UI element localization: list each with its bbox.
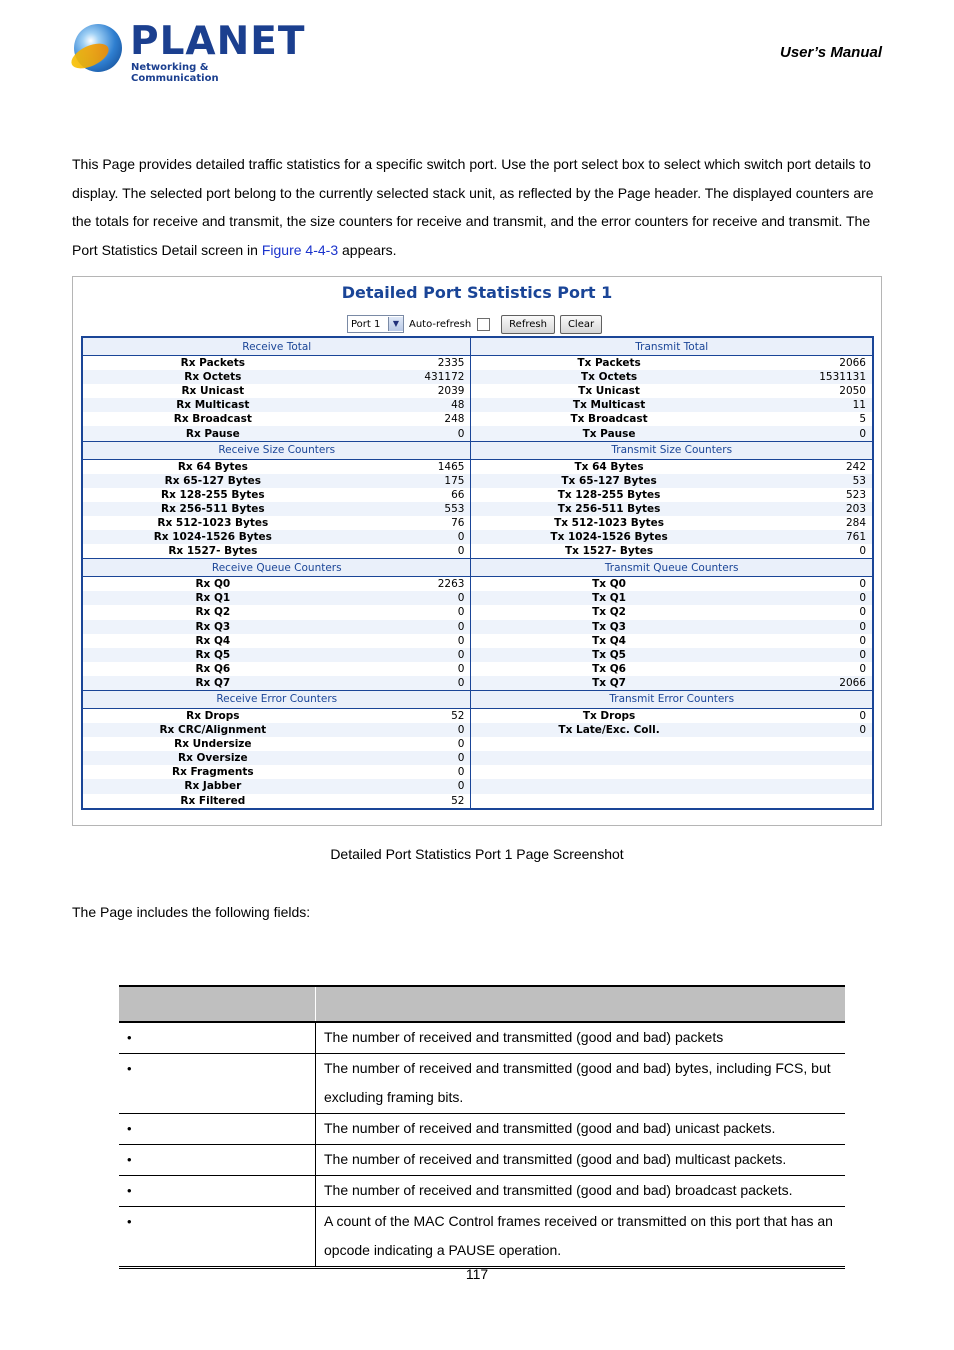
rx-counter-label: Rx Unicast — [82, 384, 343, 398]
section-header — [82, 690, 873, 708]
tx-counter-label: Tx Q0 — [471, 577, 747, 592]
rx-section-header: Receive Total — [82, 337, 471, 356]
tx-counter-label: Tx Octets — [471, 370, 747, 384]
manual-label: User’s Manual — [780, 44, 882, 61]
rx-counter-value: 0 — [343, 426, 471, 441]
tx-counter-label: Tx 64 Bytes — [471, 459, 747, 474]
rx-counter-label: Rx Fragments — [82, 765, 343, 779]
stats-row — [82, 426, 873, 441]
rx-counter-label: Rx Octets — [82, 370, 343, 384]
rx-counter-value: 52 — [343, 708, 471, 723]
rx-section-header: Receive Error Counters — [82, 690, 471, 708]
fields-row — [119, 1022, 845, 1054]
rx-counter-label: Rx 1527- Bytes — [82, 544, 343, 559]
bullet-icon: • — [127, 1061, 132, 1076]
rx-counter-value: 248 — [343, 412, 471, 426]
tx-counter-value: 284 — [747, 516, 873, 530]
fields-header-description — [316, 986, 846, 1022]
rx-counter-value: 0 — [343, 737, 471, 751]
refresh-button[interactable]: Refresh — [501, 315, 555, 334]
rx-counter-value: 1465 — [343, 459, 471, 474]
rx-counter-label: Rx 128-255 Bytes — [82, 488, 343, 502]
tx-counter-value: 2066 — [747, 356, 873, 371]
rx-section-header: Receive Queue Counters — [82, 559, 471, 577]
tx-counter-label — [471, 794, 747, 809]
rx-counter-label: Rx Filtered — [82, 794, 343, 809]
intro-text: This Page provides detailed traffic statistics for a specific switch port. Use the port select box to select which switch port details to display. The selected port belong to the currently selected stack unit, as reflected by the Page header. The displayed counters are the totals for receive and transmit, the size counters for receive and transmit, and the error counters for receive and transmit. The Port Statistics Detail screen in — [72, 156, 874, 259]
tx-counter-value: 53 — [747, 474, 873, 488]
port-select-value: Port 1 — [351, 318, 381, 330]
rx-counter-value: 0 — [343, 723, 471, 737]
fields-description: The number of received and transmitted (good and bad) packets — [316, 1022, 846, 1054]
fields-row — [119, 1145, 845, 1176]
tx-counter-value: 242 — [747, 459, 873, 474]
fields-object-cell — [119, 1176, 316, 1207]
tx-counter-value: 203 — [747, 502, 873, 516]
stats-row — [82, 516, 873, 530]
port-select[interactable] — [347, 315, 404, 333]
stats-row — [82, 676, 873, 691]
fields-object-cell — [119, 1114, 316, 1145]
stats-row — [82, 662, 873, 676]
fields-description: A count of the MAC Control frames received or transmitted on this port that has an opcode indicating a PAUSE operation. — [316, 1207, 846, 1268]
rx-counter-label: Rx Q2 — [82, 605, 343, 619]
tx-counter-value: 0 — [747, 591, 873, 605]
rx-counter-value: 0 — [343, 530, 471, 544]
tx-section-header: Transmit Size Counters — [471, 441, 873, 459]
tx-counter-label — [471, 779, 747, 793]
rx-counter-label: Rx Q4 — [82, 634, 343, 648]
stats-row — [82, 459, 873, 474]
rx-counter-label: Rx Packets — [82, 356, 343, 371]
tx-counter-label: Tx 65-127 Bytes — [471, 474, 747, 488]
rx-counter-label: Rx 1024-1526 Bytes — [82, 530, 343, 544]
rx-counter-label: Rx Q1 — [82, 591, 343, 605]
stats-row — [82, 384, 873, 398]
tx-counter-value — [747, 779, 873, 793]
rx-counter-value: 66 — [343, 488, 471, 502]
rx-counter-label: Rx Q5 — [82, 648, 343, 662]
rx-counter-label: Rx Drops — [82, 708, 343, 723]
rx-counter-value: 0 — [343, 765, 471, 779]
fields-table — [119, 985, 845, 1269]
stats-row — [82, 370, 873, 384]
rx-counter-value: 2335 — [343, 356, 471, 371]
tx-counter-value: 0 — [747, 634, 873, 648]
tx-counter-value: 0 — [747, 620, 873, 634]
rx-counter-label: Rx Q7 — [82, 676, 343, 691]
rx-counter-value: 48 — [343, 398, 471, 412]
tx-counter-label: Tx Pause — [471, 426, 747, 441]
tx-counter-value: 0 — [747, 605, 873, 619]
fields-description: The number of received and transmitted (good and bad) broadcast packets. — [316, 1176, 846, 1207]
fields-description: The number of received and transmitted (good and bad) bytes, including FCS, but excluding framing bits. — [316, 1054, 846, 1114]
stats-row — [82, 765, 873, 779]
section-header — [82, 441, 873, 459]
brand-name: PLANET — [130, 19, 306, 64]
stats-row — [82, 398, 873, 412]
rx-counter-value: 0 — [343, 591, 471, 605]
tx-counter-label: Tx Q3 — [471, 620, 747, 634]
stats-row — [82, 723, 873, 737]
tx-counter-value — [747, 751, 873, 765]
rx-counter-label: Rx Pause — [82, 426, 343, 441]
tx-counter-label — [471, 737, 747, 751]
tx-counter-label: Tx Q4 — [471, 634, 747, 648]
stats-row — [82, 488, 873, 502]
stats-row — [82, 620, 873, 634]
tx-counter-label: Tx 1527- Bytes — [471, 544, 747, 559]
tx-counter-value: 0 — [747, 544, 873, 559]
rx-counter-value: 175 — [343, 474, 471, 488]
tx-section-header: Transmit Queue Counters — [471, 559, 873, 577]
rx-counter-label: Rx 512-1023 Bytes — [82, 516, 343, 530]
tx-counter-value: 0 — [747, 708, 873, 723]
rx-counter-label: Rx CRC/Alignment — [82, 723, 343, 737]
rx-counter-label: Rx 65-127 Bytes — [82, 474, 343, 488]
rx-counter-value: 2263 — [343, 577, 471, 592]
tx-counter-value: 11 — [747, 398, 873, 412]
tx-counter-label: Tx Q7 — [471, 676, 747, 691]
planet-logo — [74, 19, 306, 84]
controls-bar — [347, 314, 602, 334]
rx-counter-label: Rx Jabber — [82, 779, 343, 793]
tx-counter-value: 523 — [747, 488, 873, 502]
tx-counter-value: 1531131 — [747, 370, 873, 384]
tx-counter-label: Tx Unicast — [471, 384, 747, 398]
tx-counter-label: Tx Q5 — [471, 648, 747, 662]
figure-link[interactable]: Figure 4-4-3 — [261, 242, 339, 259]
brand-tagline: Networking & Communication — [131, 62, 219, 84]
tx-section-header: Transmit Error Counters — [471, 690, 873, 708]
stats-row — [82, 648, 873, 662]
tx-counter-label: Tx Late/Exc. Coll. — [471, 723, 747, 737]
rx-counter-value: 52 — [343, 794, 471, 809]
auto-refresh-label: Auto-refresh — [409, 318, 472, 330]
stats-row — [82, 634, 873, 648]
stats-row — [82, 530, 873, 544]
fields-row — [119, 1176, 845, 1207]
stats-row — [82, 605, 873, 619]
tx-counter-label: Tx Drops — [471, 708, 747, 723]
fields-description: The number of received and transmitted (good and bad) unicast packets. — [316, 1114, 846, 1145]
stats-row — [82, 502, 873, 516]
stats-row — [82, 751, 873, 765]
rx-counter-value: 0 — [343, 779, 471, 793]
stats-row — [82, 737, 873, 751]
stats-table — [81, 336, 874, 810]
tx-counter-label: Tx Q6 — [471, 662, 747, 676]
rx-counter-value: 0 — [343, 676, 471, 691]
stats-row — [82, 779, 873, 793]
tx-counter-label: Tx 128-255 Bytes — [471, 488, 747, 502]
tx-counter-label — [471, 751, 747, 765]
tx-counter-label: Tx Q1 — [471, 591, 747, 605]
rx-counter-value: 0 — [343, 605, 471, 619]
fields-object-cell — [119, 1054, 316, 1114]
stats-title: Detailed Port Statistics Port 1 — [341, 283, 613, 302]
tx-counter-label: Tx Broadcast — [471, 412, 747, 426]
tx-counter-value: 2050 — [747, 384, 873, 398]
stats-row — [82, 577, 873, 592]
rx-counter-value: 0 — [343, 751, 471, 765]
fields-table-header — [119, 986, 845, 1022]
tx-counter-label: Tx Packets — [471, 356, 747, 371]
rx-counter-label: Rx Q0 — [82, 577, 343, 592]
tx-counter-label: Tx 1024-1526 Bytes — [471, 530, 747, 544]
tx-counter-value — [747, 794, 873, 809]
rx-counter-value: 76 — [343, 516, 471, 530]
stats-row — [82, 708, 873, 723]
bullet-icon: • — [127, 1152, 132, 1167]
tx-counter-value — [747, 765, 873, 779]
chevron-down-icon[interactable]: ▼ — [388, 317, 403, 331]
fields-row — [119, 1054, 845, 1114]
tx-counter-value: 0 — [747, 426, 873, 441]
stats-row — [82, 794, 873, 809]
section-header — [82, 337, 873, 356]
tx-counter-label: Tx 512-1023 Bytes — [471, 516, 747, 530]
rx-counter-label: Rx Undersize — [82, 737, 343, 751]
fields-intro: The Page includes the following fields: — [72, 904, 311, 920]
rx-counter-value: 431172 — [343, 370, 471, 384]
tx-counter-value: 5 — [747, 412, 873, 426]
fields-object-cell — [119, 1022, 316, 1054]
intro-text-end: appears. — [338, 242, 397, 259]
page-number: 117 — [465, 1266, 489, 1282]
screenshot-frame — [72, 276, 882, 826]
fields-object-cell — [119, 1207, 316, 1268]
rx-counter-value: 0 — [343, 544, 471, 559]
fields-row — [119, 1114, 845, 1145]
stats-row — [82, 412, 873, 426]
tx-counter-value: 0 — [747, 577, 873, 592]
tx-counter-value: 2066 — [747, 676, 873, 691]
tx-counter-value: 0 — [747, 662, 873, 676]
fields-row — [119, 1207, 845, 1268]
figure-caption: Detailed Port Statistics Port 1 Page Screenshot — [330, 846, 624, 862]
stats-row — [82, 474, 873, 488]
tx-counter-value: 0 — [747, 723, 873, 737]
rx-counter-value: 0 — [343, 634, 471, 648]
rx-counter-value: 0 — [343, 648, 471, 662]
auto-refresh-checkbox[interactable] — [477, 318, 490, 331]
stats-row — [82, 544, 873, 559]
rx-counter-label: Rx Multicast — [82, 398, 343, 412]
rx-counter-label: Rx Oversize — [82, 751, 343, 765]
rx-section-header: Receive Size Counters — [82, 441, 471, 459]
rx-counter-label: Rx Q3 — [82, 620, 343, 634]
tx-counter-value: 0 — [747, 648, 873, 662]
rx-counter-value: 2039 — [343, 384, 471, 398]
rx-counter-label: Rx Q6 — [82, 662, 343, 676]
rx-counter-value: 553 — [343, 502, 471, 516]
tx-section-header: Transmit Total — [471, 337, 873, 356]
bullet-icon: • — [127, 1030, 132, 1045]
stats-row — [82, 591, 873, 605]
tx-counter-value: 761 — [747, 530, 873, 544]
intro-paragraph — [72, 150, 892, 265]
tx-counter-label: Tx Multicast — [471, 398, 747, 412]
rx-counter-label: Rx Broadcast — [82, 412, 343, 426]
section-header — [82, 559, 873, 577]
tx-counter-value — [747, 737, 873, 751]
fields-description: The number of received and transmitted (good and bad) multicast packets. — [316, 1145, 846, 1176]
rx-counter-label: Rx 256-511 Bytes — [82, 502, 343, 516]
fields-header-object — [119, 986, 316, 1022]
rx-counter-label: Rx 64 Bytes — [82, 459, 343, 474]
clear-button[interactable]: Clear — [560, 315, 602, 334]
rx-counter-value: 0 — [343, 662, 471, 676]
bullet-icon: • — [127, 1121, 132, 1136]
fields-object-cell — [119, 1145, 316, 1176]
bullet-icon: • — [127, 1214, 132, 1229]
tx-counter-label: Tx Q2 — [471, 605, 747, 619]
tx-counter-label: Tx 256-511 Bytes — [471, 502, 747, 516]
stats-row — [82, 356, 873, 371]
rx-counter-value: 0 — [343, 620, 471, 634]
tx-counter-label — [471, 765, 747, 779]
bullet-icon: • — [127, 1183, 132, 1198]
